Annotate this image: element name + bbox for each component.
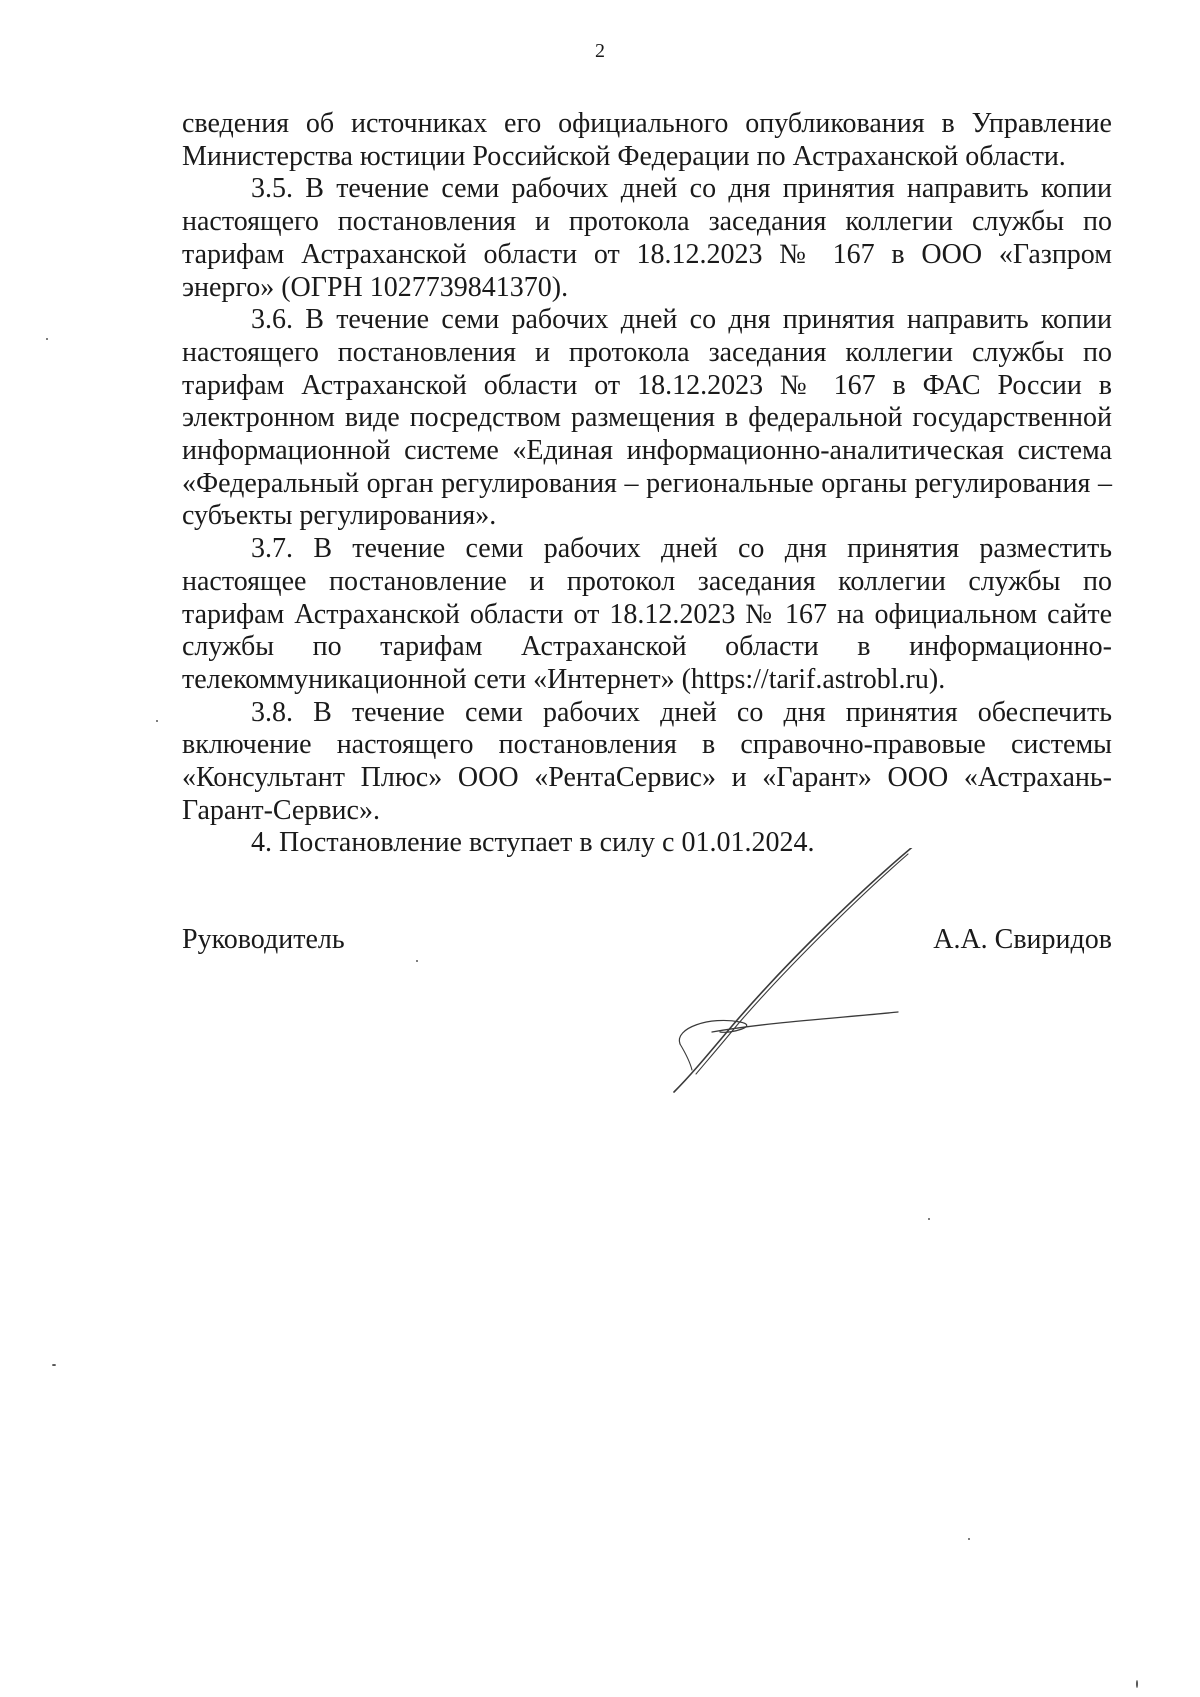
scan-speck xyxy=(46,338,48,340)
document-body xyxy=(182,108,1112,860)
signatory-position: Руководитель xyxy=(182,924,345,955)
paragraph-3-6: 3.6. В течение семи рабочих дней со дня принятия направить копии настоящего постановления и протокола заседания коллегии службы по тарифам Астраханской области от 18.12.2023 № 167 в ФАС России в электронном виде посредством размещения в федеральной государственной информационной системе «Единая информационно-аналитическая система «Федеральный орган регулирования – региональные органы регулирования – субъекты регулирования». xyxy=(182,304,1112,532)
scan-speck xyxy=(1136,1680,1138,1688)
scan-speck xyxy=(156,720,158,722)
scan-speck xyxy=(416,960,418,962)
page-number: 2 xyxy=(595,40,605,62)
paragraph-3-5: 3.5. В течение семи рабочих дней со дня принятия направить копии настоящего постановления и протокола заседания коллегии службы по тарифам Астраханской области от 18.12.2023 № 167 в ООО «Газпром энерго» (ОГРН 1027739841370). xyxy=(182,173,1112,303)
signatory-name: А.А. Свиридов xyxy=(933,924,1112,955)
signature-main-stroke xyxy=(674,848,916,1092)
handwritten-signature xyxy=(640,848,930,1098)
paragraph-3-8: 3.8. В течение семи рабочих дней со дня принятия обеспечить включение настоящего постановления в справочно-правовые системы «Консультант Плюс» ООО «РентаСервис» и «Гарант» ООО «Астрахань-Гарант-Сервис». xyxy=(182,696,1112,826)
paragraph-4: 4. Постановление вступает в силу с 01.01.2024. xyxy=(251,827,815,859)
scan-speck xyxy=(928,1218,930,1220)
scan-speck xyxy=(52,1364,56,1366)
signature-parallel-stroke xyxy=(696,854,908,1074)
signature-hook-stroke xyxy=(680,1044,692,1070)
scan-speck xyxy=(968,1538,970,1540)
paragraph-continuation: сведения об источниках его официального опубликования в Управление Министерства юстиции Российской Федерации по Астраханской области. xyxy=(182,108,1112,172)
paragraph-3-7: 3.7. В течение семи рабочих дней со дня принятия разместить настоящее постановление и протокол заседания коллегии службы по тарифам Астраханской области от 18.12.2023 № 167 на официальном сайте службы по тарифам Астраханской области в информационно-телекоммуникационной сети «Интернет» (https://tarif.astrobl.ru). xyxy=(182,533,1112,695)
